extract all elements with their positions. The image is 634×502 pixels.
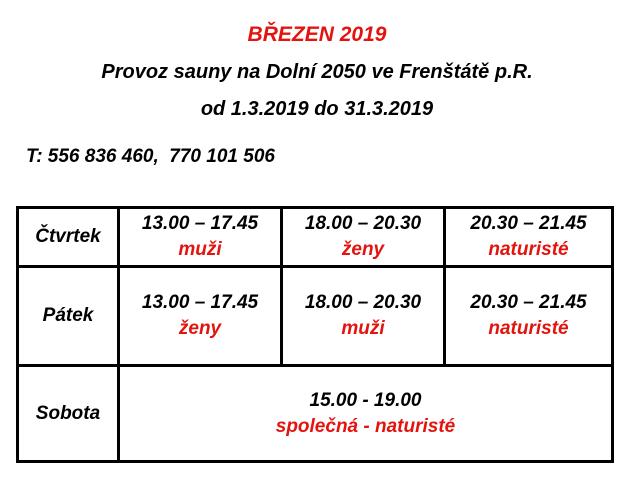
day-label: Sobota — [35, 402, 101, 424]
day-cell — [18, 267, 119, 366]
slot-cell — [119, 267, 282, 366]
slot-cell — [445, 208, 613, 267]
slot-group: muži — [178, 239, 222, 260]
schedule-row-saturday — [18, 366, 613, 462]
slot-cell — [282, 267, 445, 366]
sauna-location-line: Provoz sauny na Dolní 2050 ve Frenštátě p.R. — [101, 61, 533, 83]
slot-cell — [282, 208, 445, 267]
date-range-line: od 1.3.2019 do 31.3.2019 — [200, 98, 434, 120]
slot-time: 13.00 – 17.45 — [141, 213, 259, 234]
slot-cell — [119, 366, 613, 462]
day-cell — [18, 208, 119, 267]
day-cell — [18, 366, 119, 462]
slot-time: 20.30 – 21.45 — [470, 213, 587, 234]
slot-group: ženy — [341, 239, 385, 260]
schedule-row-thursday — [18, 208, 613, 267]
slot-cell — [445, 267, 613, 366]
slot-time: 18.00 – 20.30 — [304, 292, 422, 313]
slot-group: ženy — [178, 318, 222, 339]
slot-group: společná - naturisté — [275, 415, 456, 437]
phone-numbers: T: 556 836 460, 770 101 506 — [26, 146, 275, 167]
slot-group: naturisté — [488, 318, 569, 339]
slot-time: 18.00 – 20.30 — [304, 213, 422, 234]
page-title: BŘEZEN 2019 — [247, 23, 387, 46]
slot-time: 13.00 – 17.45 — [141, 292, 259, 313]
slot-group: naturisté — [488, 239, 569, 260]
schedule-table — [16, 206, 614, 463]
day-label: Pátek — [42, 305, 94, 326]
schedule-row-friday — [18, 267, 613, 366]
slot-time: 15.00 - 19.00 — [309, 389, 422, 411]
slot-group: muži — [341, 318, 385, 339]
slot-time: 20.30 – 21.45 — [470, 292, 587, 313]
day-label: Čtvrtek — [35, 226, 101, 247]
slot-cell — [119, 208, 282, 267]
